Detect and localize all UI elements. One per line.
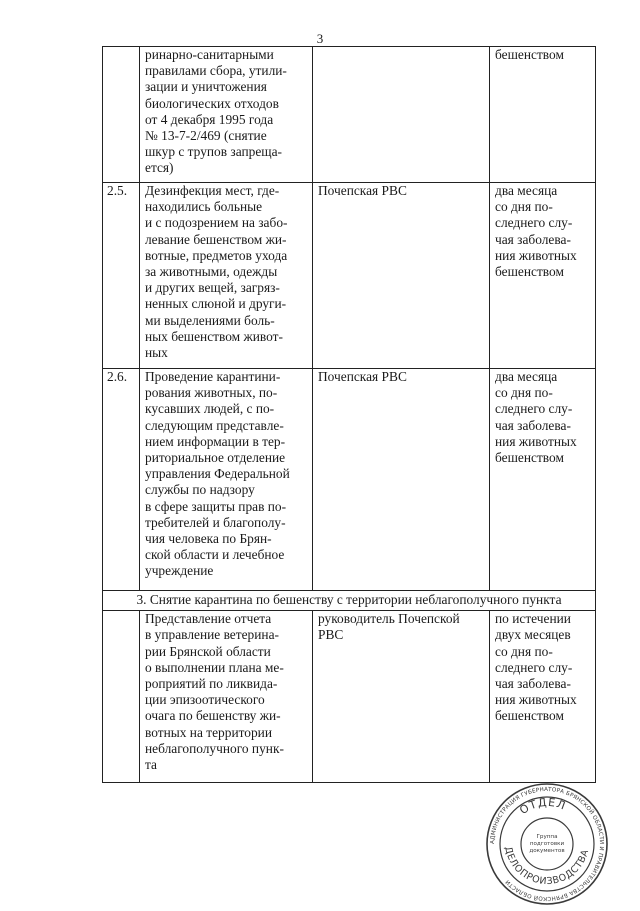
deadline-cell: два месяца со дня по- следнего слу- чая заболева- ния животных бешенством <box>490 183 596 369</box>
table-row <box>103 611 596 783</box>
svg-text:Группа: Группа <box>536 834 558 840</box>
office-stamp <box>485 782 609 906</box>
page-number: 3 <box>316 31 324 46</box>
executor-cell <box>313 47 490 183</box>
measures-table <box>102 46 596 783</box>
deadline-cell: два месяца со дня по- следнего слу- чая заболева- ния животных бешенством <box>490 369 596 591</box>
row-number <box>103 611 140 783</box>
section-header-row <box>103 591 596 611</box>
table-row <box>103 47 596 183</box>
deadline-cell: бешенством <box>490 47 596 183</box>
svg-text:АДМИНИСТРАЦИЯ ГУБЕРНАТОРА БРЯН: АДМИНИСТРАЦИЯ ГУБЕРНАТОРА БРЯНСКОЙ ОБЛАСТИ И ПРАВИТЕЛЬСТВА БРЯНСКОЙ ОБЛАСТИ <box>489 786 605 902</box>
svg-text:подготовки: подготовки <box>529 841 565 847</box>
row-number: 2.5. <box>103 183 140 369</box>
executor-cell: Почепская РВС <box>313 183 490 369</box>
stamp-seal-icon <box>485 782 609 906</box>
executor-cell: руководитель Почепской РВС <box>313 611 490 783</box>
row-number <box>103 47 140 183</box>
deadline-cell: по истечении двух месяцев со дня по- следнего слу- чая заболева- ния животных бешенством <box>490 611 596 783</box>
measure-cell: ринарно-санитарными правилами сбора, утили- зации и уничтожения биологических отходов от 4 декабря 1995 года № 13-7-2/469 (снятие шкур с трупов запреща- ется) <box>140 47 313 183</box>
measure-cell: Проведение карантини- рования животных, по- кусавших людей, с по- следующим представле- нием информации в тер- риториальное отделение управления Федеральной службы по надзору в сфере защиты прав по- требителей и благополу- чия человека по Брян- ской области и лечебное учреждение <box>140 369 313 591</box>
section-header: 3. Снятие карантина по бешенству с территории неблагополучного пункта <box>103 591 596 611</box>
measure-cell: Представление отчета в управление ветерина- рии Брянской области о выполнении плана ме- роприятий по ликвида- ции эпизоотического очага по бешенству жи- вотных на территории неблагополучного пунк- та <box>140 611 313 783</box>
measure-cell: Дезинфекция мест, где- находились больные и с подозрением на забо- левание бешенством жи- вотные, предметов ухода за животными, одежды и других вещей, загряз- ненных слюной и други- ми выделениями боль- ных бешенством живот- ных <box>140 183 313 369</box>
svg-text:ДЕЛОПРОИЗВОДСТВА: ДЕЛОПРОИЗВОДСТВА <box>502 845 592 888</box>
svg-text:документов: документов <box>529 848 565 854</box>
svg-text:ОТДЕЛ: ОТДЕЛ <box>517 795 568 817</box>
table-row <box>103 183 596 369</box>
row-number: 2.6. <box>103 369 140 591</box>
table-row <box>103 369 596 591</box>
executor-cell: Почепская РВС <box>313 369 490 591</box>
